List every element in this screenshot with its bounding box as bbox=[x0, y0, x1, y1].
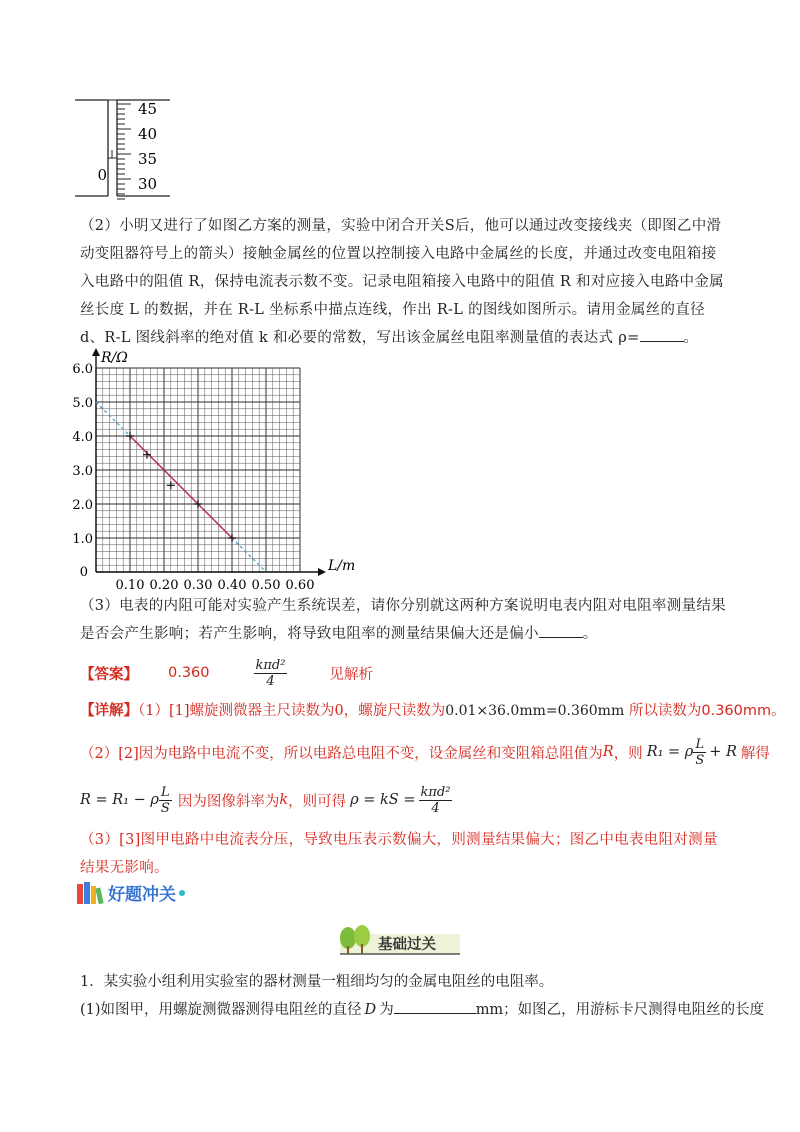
answer-formula-den: 4 bbox=[266, 673, 275, 689]
frac-den: S bbox=[160, 800, 170, 816]
section-dot-icon bbox=[179, 890, 185, 896]
books-icon bbox=[76, 881, 106, 905]
data-point-marker bbox=[167, 481, 175, 489]
detail-p3-frac bbox=[159, 785, 172, 816]
x-tick-label: 0.10 bbox=[115, 578, 145, 593]
frac-num: L bbox=[161, 784, 170, 800]
scale-label-40: 40 bbox=[138, 125, 158, 143]
detail-p2-c: 解得 bbox=[740, 745, 770, 762]
next-question-2b: 为 bbox=[379, 1002, 394, 1018]
micrometer-figure bbox=[70, 92, 180, 202]
answer-blank-diameter[interactable] bbox=[394, 999, 476, 1014]
question-3-text: （3）电表的内阻可能对实验产生系统误差，请你分别就这两种方案说明电表内阻对电阻率测量结果是否会产生影响；若产生影响，将导致电阻率的测量结果偏大还是偏小 bbox=[80, 598, 726, 642]
question-2-end: 。 bbox=[683, 330, 699, 346]
detail-p1-calc: 0.01×36.0mm=0.360mm bbox=[445, 703, 625, 719]
frac-num: kπd² bbox=[420, 784, 451, 800]
frac-num: L bbox=[695, 736, 705, 752]
next-question-2a: (1)如图甲，用螺旋测微器测得电阻丝的直径 bbox=[80, 1002, 362, 1018]
detail-p2-b: ，则 bbox=[613, 745, 643, 762]
detail-p2-a: （2）[2]因为电路中电流不变，所以电路总电阻不变，设金属丝和变阻箱总阻值为 bbox=[80, 745, 603, 762]
next-question-line2 bbox=[80, 996, 764, 1024]
banner-title: 基础过关 bbox=[378, 937, 436, 953]
detail-p3-k: k bbox=[279, 792, 289, 808]
answer-blank-rho[interactable] bbox=[640, 327, 684, 342]
y-tick-label: 2.0 bbox=[72, 498, 93, 513]
x-tick-label: 0.40 bbox=[217, 578, 247, 593]
detail-p2-eq-rhs: + R bbox=[709, 744, 737, 760]
answer-value: 0.360 bbox=[168, 665, 210, 681]
frac-den: 4 bbox=[431, 800, 440, 816]
detail-p2-eq-lhs: R₁ = ρ bbox=[646, 744, 694, 760]
detail-p1 bbox=[80, 698, 786, 724]
next-question-text: 1．某实验小组利用实验室的器材测量一粗细均匀的金属电阻丝的电阻率。 bbox=[80, 974, 554, 990]
question-2 bbox=[80, 212, 730, 352]
x-tick-label: 0.30 bbox=[183, 578, 213, 593]
x-axis-arrow-icon bbox=[318, 568, 326, 576]
chart-grid bbox=[96, 368, 300, 572]
y-tick-label: 3.0 bbox=[72, 464, 93, 479]
detail-p2-r1: R bbox=[602, 744, 614, 760]
next-question-d: D bbox=[364, 1002, 377, 1018]
y-axis-label: R/Ω bbox=[101, 350, 128, 366]
detail-p4 bbox=[80, 826, 730, 882]
answer-line bbox=[80, 658, 373, 688]
answer-blank-bias[interactable] bbox=[539, 623, 583, 638]
x-tick-label: 0.50 bbox=[251, 578, 281, 593]
detail-p2-frac bbox=[693, 737, 706, 768]
chart-labels bbox=[72, 350, 355, 593]
x-axis-label: L/m bbox=[328, 558, 356, 574]
y-tick-label: 5.0 bbox=[72, 396, 93, 411]
question-3-end: 。 bbox=[582, 626, 598, 642]
chart-axes bbox=[92, 348, 326, 576]
tree-icon bbox=[336, 924, 376, 956]
next-question-line1 bbox=[80, 968, 553, 996]
detail-p3-eq-lhs: R = R₁ − ρ bbox=[80, 792, 159, 808]
y-tick-label: 4.0 bbox=[72, 430, 93, 445]
scale-label-30: 30 bbox=[138, 175, 158, 193]
scale-label-45: 45 bbox=[138, 100, 158, 118]
chart-lines bbox=[96, 402, 266, 572]
detail-p1-a: （1）[1]螺旋测微器主尺读数为0，螺旋尺读数为 bbox=[138, 703, 446, 719]
answer-note: 见解析 bbox=[329, 666, 373, 683]
answer-formula bbox=[254, 658, 288, 689]
banner bbox=[330, 924, 470, 958]
question-2-text: （2）小明又进行了如图乙方案的测量，实验中闭合开关S后，他可以通过改变接线夹（即图乙中滑动变阻器符号上的箭头）接触金属丝的位置以控制接入电路中金属丝的长度，并通过改变电阻箱接入电路中的阻值 R，保持电流表示数不变。记录电阻箱接入电路中的阻值 R 和对应接入电路中金属丝长度 L 的数据，并在 R-L 坐标系中描点连线，作出 R-L 的图线如图所示。请用金属丝的直径 d、R-L 图线斜率的绝对值 k 和必要的常数，写出该金属丝电阻率测量值的表达式 ρ= bbox=[80, 218, 724, 346]
detail-p2 bbox=[80, 734, 770, 770]
x-tick-label: 0.20 bbox=[149, 578, 179, 593]
frac-den: S bbox=[695, 752, 705, 768]
y-tick-label: 1.0 bbox=[72, 532, 93, 547]
detail-p4-text: （3）[3]图甲电路中电流表分压，导致电压表示数偏大，则测量结果偏大；图乙中电表电阻对测量结果无影响。 bbox=[80, 832, 718, 876]
r-l-chart bbox=[72, 344, 358, 593]
detail-p3-eq2-lhs: ρ = kS = bbox=[350, 792, 416, 808]
next-question-2c: mm；如图乙，用游标卡尺测得电阻丝的长度 bbox=[475, 1002, 765, 1018]
answer-formula-num: kπd² bbox=[255, 657, 286, 673]
fit-line bbox=[130, 436, 232, 538]
detail-p3-b: ，则可得 bbox=[288, 793, 347, 810]
section-title: 好题冲关 bbox=[108, 885, 176, 905]
detail-p3-a: 因为图像斜率为 bbox=[177, 793, 280, 810]
detail-p3 bbox=[80, 780, 452, 820]
y-tick-label: 6.0 bbox=[72, 362, 93, 377]
data-point-marker bbox=[143, 451, 151, 459]
y-axis-arrow-icon bbox=[92, 348, 100, 356]
main-scale-zero: 0 bbox=[97, 166, 107, 184]
question-3 bbox=[80, 592, 730, 648]
section-header bbox=[76, 880, 185, 905]
detail-tag: 【详解】 bbox=[80, 703, 138, 719]
origin-label: 0 bbox=[79, 565, 88, 580]
detail-p1-b: 所以读数为0.360mm。 bbox=[624, 703, 786, 719]
x-tick-label: 0.60 bbox=[285, 578, 315, 593]
scale-label-35: 35 bbox=[138, 150, 158, 168]
answer-tag: 【答案】 bbox=[80, 666, 138, 683]
detail-p3-frac2 bbox=[419, 785, 453, 816]
